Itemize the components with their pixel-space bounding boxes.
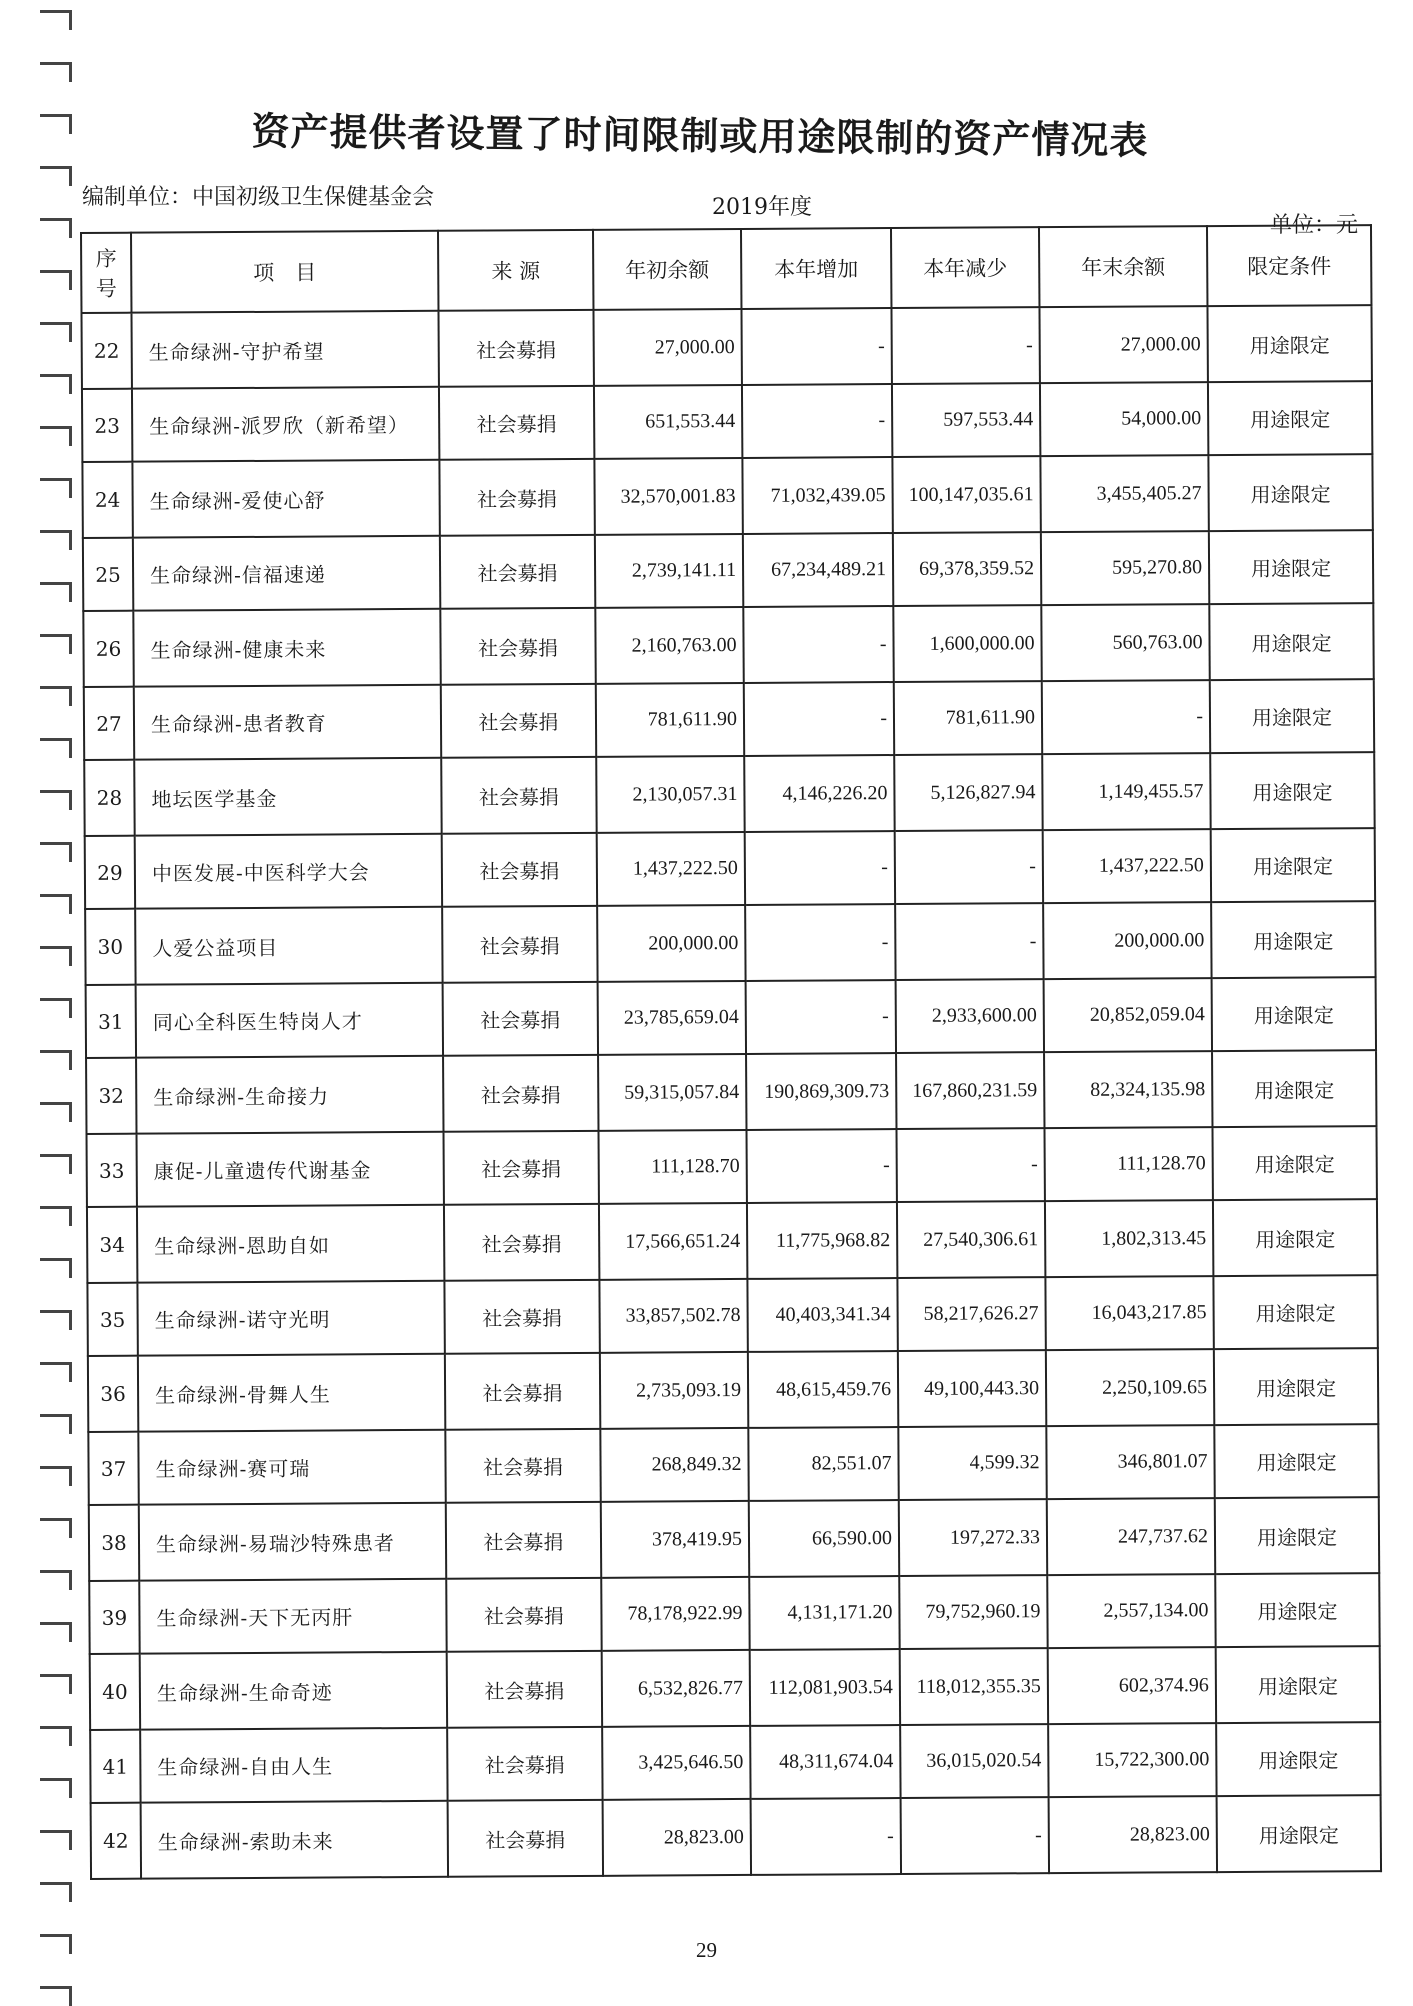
row-end-balance: 20,852,059.04: [1044, 978, 1212, 1052]
row-condition: 用途限定: [1217, 1795, 1381, 1872]
row-decrease: 100,147,035.61: [892, 456, 1040, 533]
row-number: 32: [86, 1058, 136, 1134]
row-increase: -: [742, 384, 892, 458]
row-source: 社会募捐: [446, 1502, 601, 1579]
row-condition: 用途限定: [1213, 1199, 1377, 1276]
row-source: 社会募捐: [447, 1651, 602, 1728]
row-end-balance: 3,455,405.27: [1040, 455, 1208, 532]
row-decrease: 79,752,960.19: [899, 1575, 1047, 1649]
header-source: 来 源: [438, 230, 593, 311]
row-source: 社会募捐: [446, 1578, 601, 1652]
row-item: 地坛医学基金: [134, 758, 441, 836]
row-decrease: -: [896, 1128, 1044, 1202]
row-source: 社会募捐: [441, 684, 596, 758]
row-item: 生命绿洲-天下无丙肝: [139, 1579, 446, 1654]
binding-tick: [40, 374, 72, 394]
row-begin-balance: 59,315,057.84: [598, 1054, 746, 1131]
row-begin-balance: 33,857,502.78: [599, 1279, 747, 1353]
binding-tick: [40, 62, 72, 82]
binding-tick: [40, 634, 72, 654]
row-begin-balance: 32,570,001.83: [594, 458, 742, 535]
binding-tick: [40, 1310, 72, 1330]
binding-tick: [40, 1778, 72, 1798]
row-source: 社会募捐: [444, 1204, 599, 1281]
row-decrease: 781,611.90: [894, 681, 1042, 755]
row-item: 生命绿洲-健康未来: [133, 609, 440, 687]
binding-tick: [40, 1414, 72, 1434]
row-condition: 用途限定: [1209, 530, 1373, 604]
row-item: 生命绿洲-自由人生: [140, 1728, 447, 1803]
table-row: [86, 977, 1376, 1058]
row-increase: 71,032,439.05: [742, 457, 892, 534]
binding-tick: [40, 478, 72, 498]
row-item: 生命绿洲-患者教育: [134, 685, 441, 760]
row-item: 生命绿洲-生命接力: [136, 1056, 443, 1134]
header-decrease: 本年减少: [891, 227, 1039, 308]
row-source: 社会募捐: [447, 1727, 602, 1801]
header-increase: 本年增加: [741, 228, 891, 309]
row-end-balance: 28,823.00: [1049, 1796, 1217, 1873]
page-title: 资产提供者设置了时间限制或用途限制的资产情况表: [251, 108, 1149, 163]
row-decrease: 27,540,306.61: [897, 1201, 1045, 1278]
row-decrease: -: [901, 1797, 1049, 1874]
row-decrease: 167,860,231.59: [896, 1052, 1044, 1129]
row-begin-balance: 27,000.00: [593, 309, 741, 386]
row-number: 40: [90, 1654, 140, 1730]
binding-tick: [40, 1102, 72, 1122]
table-row: [87, 1199, 1377, 1283]
row-condition: 用途限定: [1212, 1050, 1376, 1127]
binding-tick: [40, 1362, 72, 1382]
row-end-balance: 247,737.62: [1047, 1498, 1215, 1575]
row-condition: 用途限定: [1213, 1275, 1377, 1349]
row-item: 生命绿洲-诺守光明: [137, 1281, 444, 1356]
row-increase: 4,131,171.20: [749, 1576, 899, 1650]
row-condition: 用途限定: [1208, 381, 1372, 455]
header-no: 序号: [81, 233, 131, 313]
row-increase: -: [745, 831, 895, 905]
binding-tick: [40, 1050, 72, 1070]
row-condition: 用途限定: [1212, 1126, 1376, 1200]
row-end-balance: 2,250,109.65: [1046, 1349, 1214, 1426]
table-row: [81, 305, 1371, 389]
row-end-balance: 1,437,222.50: [1043, 829, 1211, 903]
binding-tick: [40, 1258, 72, 1278]
row-decrease: 49,100,443.30: [898, 1350, 1046, 1427]
row-number: 37: [88, 1432, 138, 1505]
row-number: 25: [83, 538, 133, 611]
row-number: 35: [87, 1283, 137, 1356]
row-condition: 用途限定: [1215, 1497, 1379, 1574]
row-decrease: -: [895, 903, 1043, 980]
table-row: [82, 381, 1372, 462]
row-end-balance: 1,802,313.45: [1045, 1200, 1213, 1277]
row-condition: 用途限定: [1215, 1573, 1379, 1647]
binding-tick: [40, 1154, 72, 1174]
binding-tick: [40, 1518, 72, 1538]
row-source: 社会募捐: [445, 1429, 600, 1503]
header-begin-balance: 年初余额: [593, 229, 741, 310]
row-end-balance: 595,270.80: [1041, 531, 1209, 605]
row-condition: 用途限定: [1214, 1424, 1378, 1498]
row-condition: 用途限定: [1211, 828, 1375, 902]
row-end-balance: 200,000.00: [1043, 902, 1211, 979]
binding-tick: [40, 1622, 72, 1642]
row-increase: 82,551.07: [748, 1427, 898, 1501]
row-begin-balance: 651,553.44: [594, 385, 742, 459]
row-begin-balance: 2,130,057.31: [596, 756, 744, 833]
row-end-balance: 1,149,455.57: [1042, 753, 1210, 830]
row-number: 41: [90, 1730, 140, 1803]
row-source: 社会募捐: [444, 1280, 599, 1354]
row-increase: 67,234,489.21: [743, 533, 893, 607]
header-condition: 限定条件: [1207, 225, 1371, 306]
row-condition: 用途限定: [1210, 752, 1374, 829]
row-decrease: 58,217,626.27: [897, 1277, 1045, 1351]
row-item: 康促-儿童遗传代谢基金: [137, 1132, 444, 1207]
row-increase: -: [744, 682, 894, 756]
binding-tick: [40, 1674, 72, 1694]
row-item: 生命绿洲-生命奇迹: [140, 1652, 447, 1730]
row-decrease: 4,599.32: [898, 1426, 1046, 1500]
row-condition: 用途限定: [1208, 454, 1372, 531]
binding-tick: [40, 582, 72, 602]
binding-tick: [40, 998, 72, 1018]
row-source: 社会募捐: [448, 1800, 603, 1877]
row-decrease: -: [895, 830, 1043, 904]
row-source: 社会募捐: [443, 982, 598, 1056]
binding-tick: [40, 1830, 72, 1850]
row-number: 22: [81, 313, 131, 389]
row-end-balance: 82,324,135.98: [1044, 1051, 1212, 1128]
row-increase: -: [751, 1798, 901, 1875]
row-source: 社会募捐: [443, 1055, 598, 1132]
row-end-balance: 2,557,134.00: [1047, 1574, 1215, 1648]
row-increase: -: [745, 904, 895, 981]
row-begin-balance: 781,611.90: [596, 683, 744, 757]
row-end-balance: 15,722,300.00: [1048, 1723, 1216, 1797]
row-item: 人爱公益项目: [135, 907, 442, 985]
binding-tick: [40, 1726, 72, 1746]
page-number: 29: [696, 1938, 717, 1962]
binding-tick: [40, 1206, 72, 1226]
table-row: [91, 1795, 1381, 1879]
table-row: [87, 1275, 1377, 1356]
row-increase: -: [741, 308, 891, 385]
row-condition: 用途限定: [1212, 977, 1376, 1051]
row-begin-balance: 6,532,826.77: [602, 1650, 750, 1727]
row-increase: 11,775,968.82: [747, 1202, 897, 1279]
row-item: 生命绿洲-信福速递: [133, 536, 440, 611]
header-end-balance: 年末余额: [1039, 226, 1207, 307]
restricted-assets-table: [80, 224, 1382, 1880]
binding-tick: [40, 218, 72, 238]
row-number: 27: [84, 687, 134, 760]
row-increase: -: [743, 606, 893, 683]
row-increase: 48,311,674.04: [750, 1725, 900, 1799]
row-decrease: 197,272.33: [899, 1499, 1047, 1576]
row-decrease: 69,378,359.52: [893, 532, 1041, 606]
row-increase: 190,869,309.73: [746, 1053, 896, 1130]
row-number: 31: [86, 985, 136, 1058]
row-condition: 用途限定: [1210, 679, 1374, 753]
row-increase: 48,615,459.76: [748, 1351, 898, 1428]
row-begin-balance: 200,000.00: [597, 905, 745, 982]
row-item: 同心全科医生特岗人才: [136, 983, 443, 1058]
binding-tick: [40, 842, 72, 862]
row-end-balance: -: [1042, 680, 1210, 754]
binding-tick: [40, 1570, 72, 1590]
row-item: 生命绿洲-赛可瑞: [138, 1430, 445, 1505]
org-label: 编制单位：中国初级卫生保健基金会: [82, 185, 435, 210]
table-row: [89, 1573, 1379, 1654]
row-begin-balance: 17,566,651.24: [599, 1203, 747, 1280]
row-source: 社会募捐: [439, 459, 594, 536]
table-row: [89, 1497, 1379, 1581]
binding-tick: [40, 1466, 72, 1486]
binding-tick: [40, 530, 72, 550]
row-begin-balance: 3,425,646.50: [602, 1726, 750, 1800]
row-begin-balance: 378,419.95: [601, 1501, 749, 1578]
row-end-balance: 602,374.96: [1048, 1647, 1216, 1724]
row-end-balance: 54,000.00: [1040, 382, 1208, 456]
table-row: [90, 1722, 1380, 1803]
table-row: [88, 1348, 1378, 1432]
table-row: [84, 679, 1374, 760]
binding-tick: [40, 10, 72, 30]
row-increase: -: [746, 980, 896, 1054]
row-increase: 112,081,903.54: [750, 1649, 900, 1726]
row-number: 30: [85, 909, 135, 985]
row-number: 23: [82, 389, 132, 462]
table-row: [85, 901, 1375, 985]
table-row: [87, 1126, 1377, 1207]
row-number: 36: [88, 1356, 138, 1432]
binding-tick: [40, 114, 72, 134]
row-condition: 用途限定: [1214, 1348, 1378, 1425]
row-end-balance: 111,128.70: [1044, 1127, 1212, 1201]
table-row: [90, 1646, 1380, 1730]
row-increase: 66,590.00: [749, 1500, 899, 1577]
row-begin-balance: 268,849.32: [600, 1428, 748, 1502]
row-begin-balance: 28,823.00: [603, 1799, 751, 1876]
table-row: [84, 752, 1374, 836]
binding-tick: [40, 166, 72, 186]
row-begin-balance: 1,437,222.50: [597, 832, 745, 906]
row-source: 社会募捐: [439, 386, 594, 460]
row-begin-balance: 78,178,922.99: [601, 1577, 749, 1651]
row-item: 中医发展-中医科学大会: [135, 834, 442, 909]
row-condition: 用途限定: [1216, 1722, 1380, 1796]
binding-tick: [40, 322, 72, 342]
row-begin-balance: 2,735,093.19: [600, 1352, 748, 1429]
row-begin-balance: 23,785,659.04: [598, 981, 746, 1055]
binding-tick: [40, 790, 72, 810]
row-increase: -: [746, 1129, 896, 1203]
row-end-balance: 346,801.07: [1046, 1425, 1214, 1499]
row-item: 生命绿洲-恩助自如: [137, 1205, 444, 1283]
row-end-balance: 560,763.00: [1041, 604, 1209, 681]
row-source: 社会募捐: [438, 310, 593, 387]
binding-tick: [40, 426, 72, 446]
row-source: 社会募捐: [440, 535, 595, 609]
row-decrease: 118,012,355.35: [900, 1648, 1048, 1725]
row-number: 42: [91, 1803, 141, 1879]
row-condition: 用途限定: [1209, 603, 1373, 680]
row-item: 生命绿洲-骨舞人生: [138, 1354, 445, 1432]
row-begin-balance: 2,160,763.00: [595, 607, 743, 684]
binding-tick: [40, 738, 72, 758]
report-year: 2019年度: [712, 195, 812, 220]
row-begin-balance: 2,739,141.11: [595, 534, 743, 608]
table-header-row: [81, 225, 1371, 313]
binding-tick: [40, 1882, 72, 1902]
row-decrease: -: [891, 307, 1039, 384]
binding-tick: [40, 946, 72, 966]
table-row: [88, 1424, 1378, 1505]
row-source: 社会募捐: [445, 1353, 600, 1430]
row-increase: 4,146,226.20: [744, 755, 894, 832]
table-row: [85, 828, 1375, 909]
row-item: 生命绿洲-守护希望: [131, 311, 438, 389]
row-decrease: 1,600,000.00: [893, 605, 1041, 682]
row-number: 28: [84, 760, 134, 836]
row-end-balance: 16,043,217.85: [1045, 1276, 1213, 1350]
row-condition: 用途限定: [1211, 901, 1375, 978]
table-row: [82, 454, 1372, 538]
binding-tick: [40, 894, 72, 914]
row-source: 社会募捐: [442, 833, 597, 907]
row-source: 社会募捐: [442, 906, 597, 983]
row-decrease: 36,015,020.54: [900, 1724, 1048, 1798]
row-number: 38: [89, 1505, 139, 1581]
row-begin-balance: 111,128.70: [599, 1130, 747, 1204]
header-item: 项 目: [131, 231, 438, 313]
binding-tick: [40, 686, 72, 706]
table-row: [83, 603, 1373, 687]
row-source: 社会募捐: [440, 608, 595, 685]
table-row: [83, 530, 1373, 611]
row-decrease: 597,553.44: [892, 383, 1040, 457]
row-number: 24: [82, 462, 132, 538]
row-item: 生命绿洲-易瑞沙特殊患者: [139, 1503, 446, 1581]
row-decrease: 5,126,827.94: [894, 754, 1042, 831]
row-number: 39: [89, 1581, 139, 1654]
row-item: 生命绿洲-爱使心舒: [132, 460, 439, 538]
row-source: 社会募捐: [441, 757, 596, 834]
row-item: 生命绿洲-派罗欣（新希望）: [132, 387, 439, 462]
binding-tick: [40, 270, 72, 290]
row-source: 社会募捐: [444, 1131, 599, 1205]
table-row: [86, 1050, 1376, 1134]
row-decrease: 2,933,600.00: [896, 979, 1044, 1053]
row-increase: 40,403,341.34: [747, 1278, 897, 1352]
row-condition: 用途限定: [1207, 305, 1371, 382]
row-number: 34: [87, 1207, 137, 1283]
binding-tick: [40, 1986, 72, 2006]
row-number: 33: [87, 1134, 137, 1207]
row-item: 生命绿洲-索助未来: [141, 1801, 448, 1879]
unit-label: 单位：元: [1270, 213, 1359, 238]
row-end-balance: 27,000.00: [1039, 306, 1207, 383]
row-number: 26: [83, 611, 133, 687]
row-number: 29: [85, 836, 135, 909]
row-condition: 用途限定: [1216, 1646, 1380, 1723]
